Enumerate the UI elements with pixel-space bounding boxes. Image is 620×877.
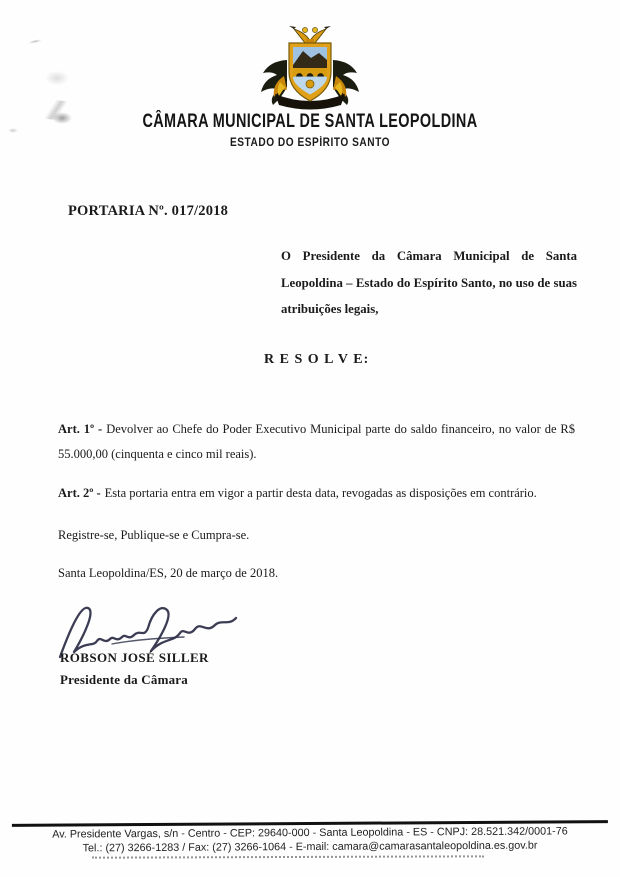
footer-contact: Tel.: (27) 3266-1283 / Fax: (27) 3266-1064 - E-mail: camara@camarasantaleopoldina.es.gov.br xyxy=(82,839,538,854)
article-1-label: Art. 1º - xyxy=(58,422,103,436)
article-2 xyxy=(58,481,618,506)
preamble-paragraph: O Presidente da Câmara Municipal de Santa Leopoldina – Estado do Espírito Santo, no uso de suas atribuições legais, xyxy=(281,249,577,316)
scan-smudge xyxy=(44,70,70,86)
article-1 xyxy=(58,417,575,466)
signer-role: Presidente da Câmara xyxy=(60,672,188,687)
article-2-label: Art. 2º - xyxy=(58,486,101,500)
scan-edge-artifact xyxy=(92,855,484,858)
article-2-text: Esta portaria entra em vigor a partir desta data, revogadas as disposições em contrário. xyxy=(104,486,537,500)
org-name-title: CÂMARA MUNICIPAL DE SANTA LEOPOLDINA xyxy=(142,111,478,132)
scan-smudge xyxy=(52,112,72,124)
date-line: Santa Leopoldina/ES, 20 de março de 2018. xyxy=(58,566,279,580)
footer-address: Av. Presidente Vargas, s/n - Centro - CEP: 29640-000 - Santa Leopoldina - ES - CNPJ: 28.521.342/0001-76 xyxy=(52,824,568,841)
scan-smudge xyxy=(28,39,42,45)
scan-smudge xyxy=(8,128,18,133)
article-1-text: Devolver ao Chefe do Poder Executivo Municipal parte do saldo financeiro, no valor de R$ 55.000,00 (cinquenta e cinco mil reais). xyxy=(58,422,575,461)
letterhead-footer xyxy=(0,820,620,854)
coat-of-arms-icon xyxy=(256,24,364,110)
resolve-heading: R E S O L V E: xyxy=(264,352,370,367)
org-state-subtitle: ESTADO DO ESPÍRITO SANTO xyxy=(230,137,390,149)
signer-name: ROBSON JOSÉ SILLER xyxy=(60,650,209,665)
portaria-number: PORTARIA Nº. 017/2018 xyxy=(68,203,229,219)
closing-line: Registre-se, Publique-se e Cumpra-se. xyxy=(58,528,250,542)
